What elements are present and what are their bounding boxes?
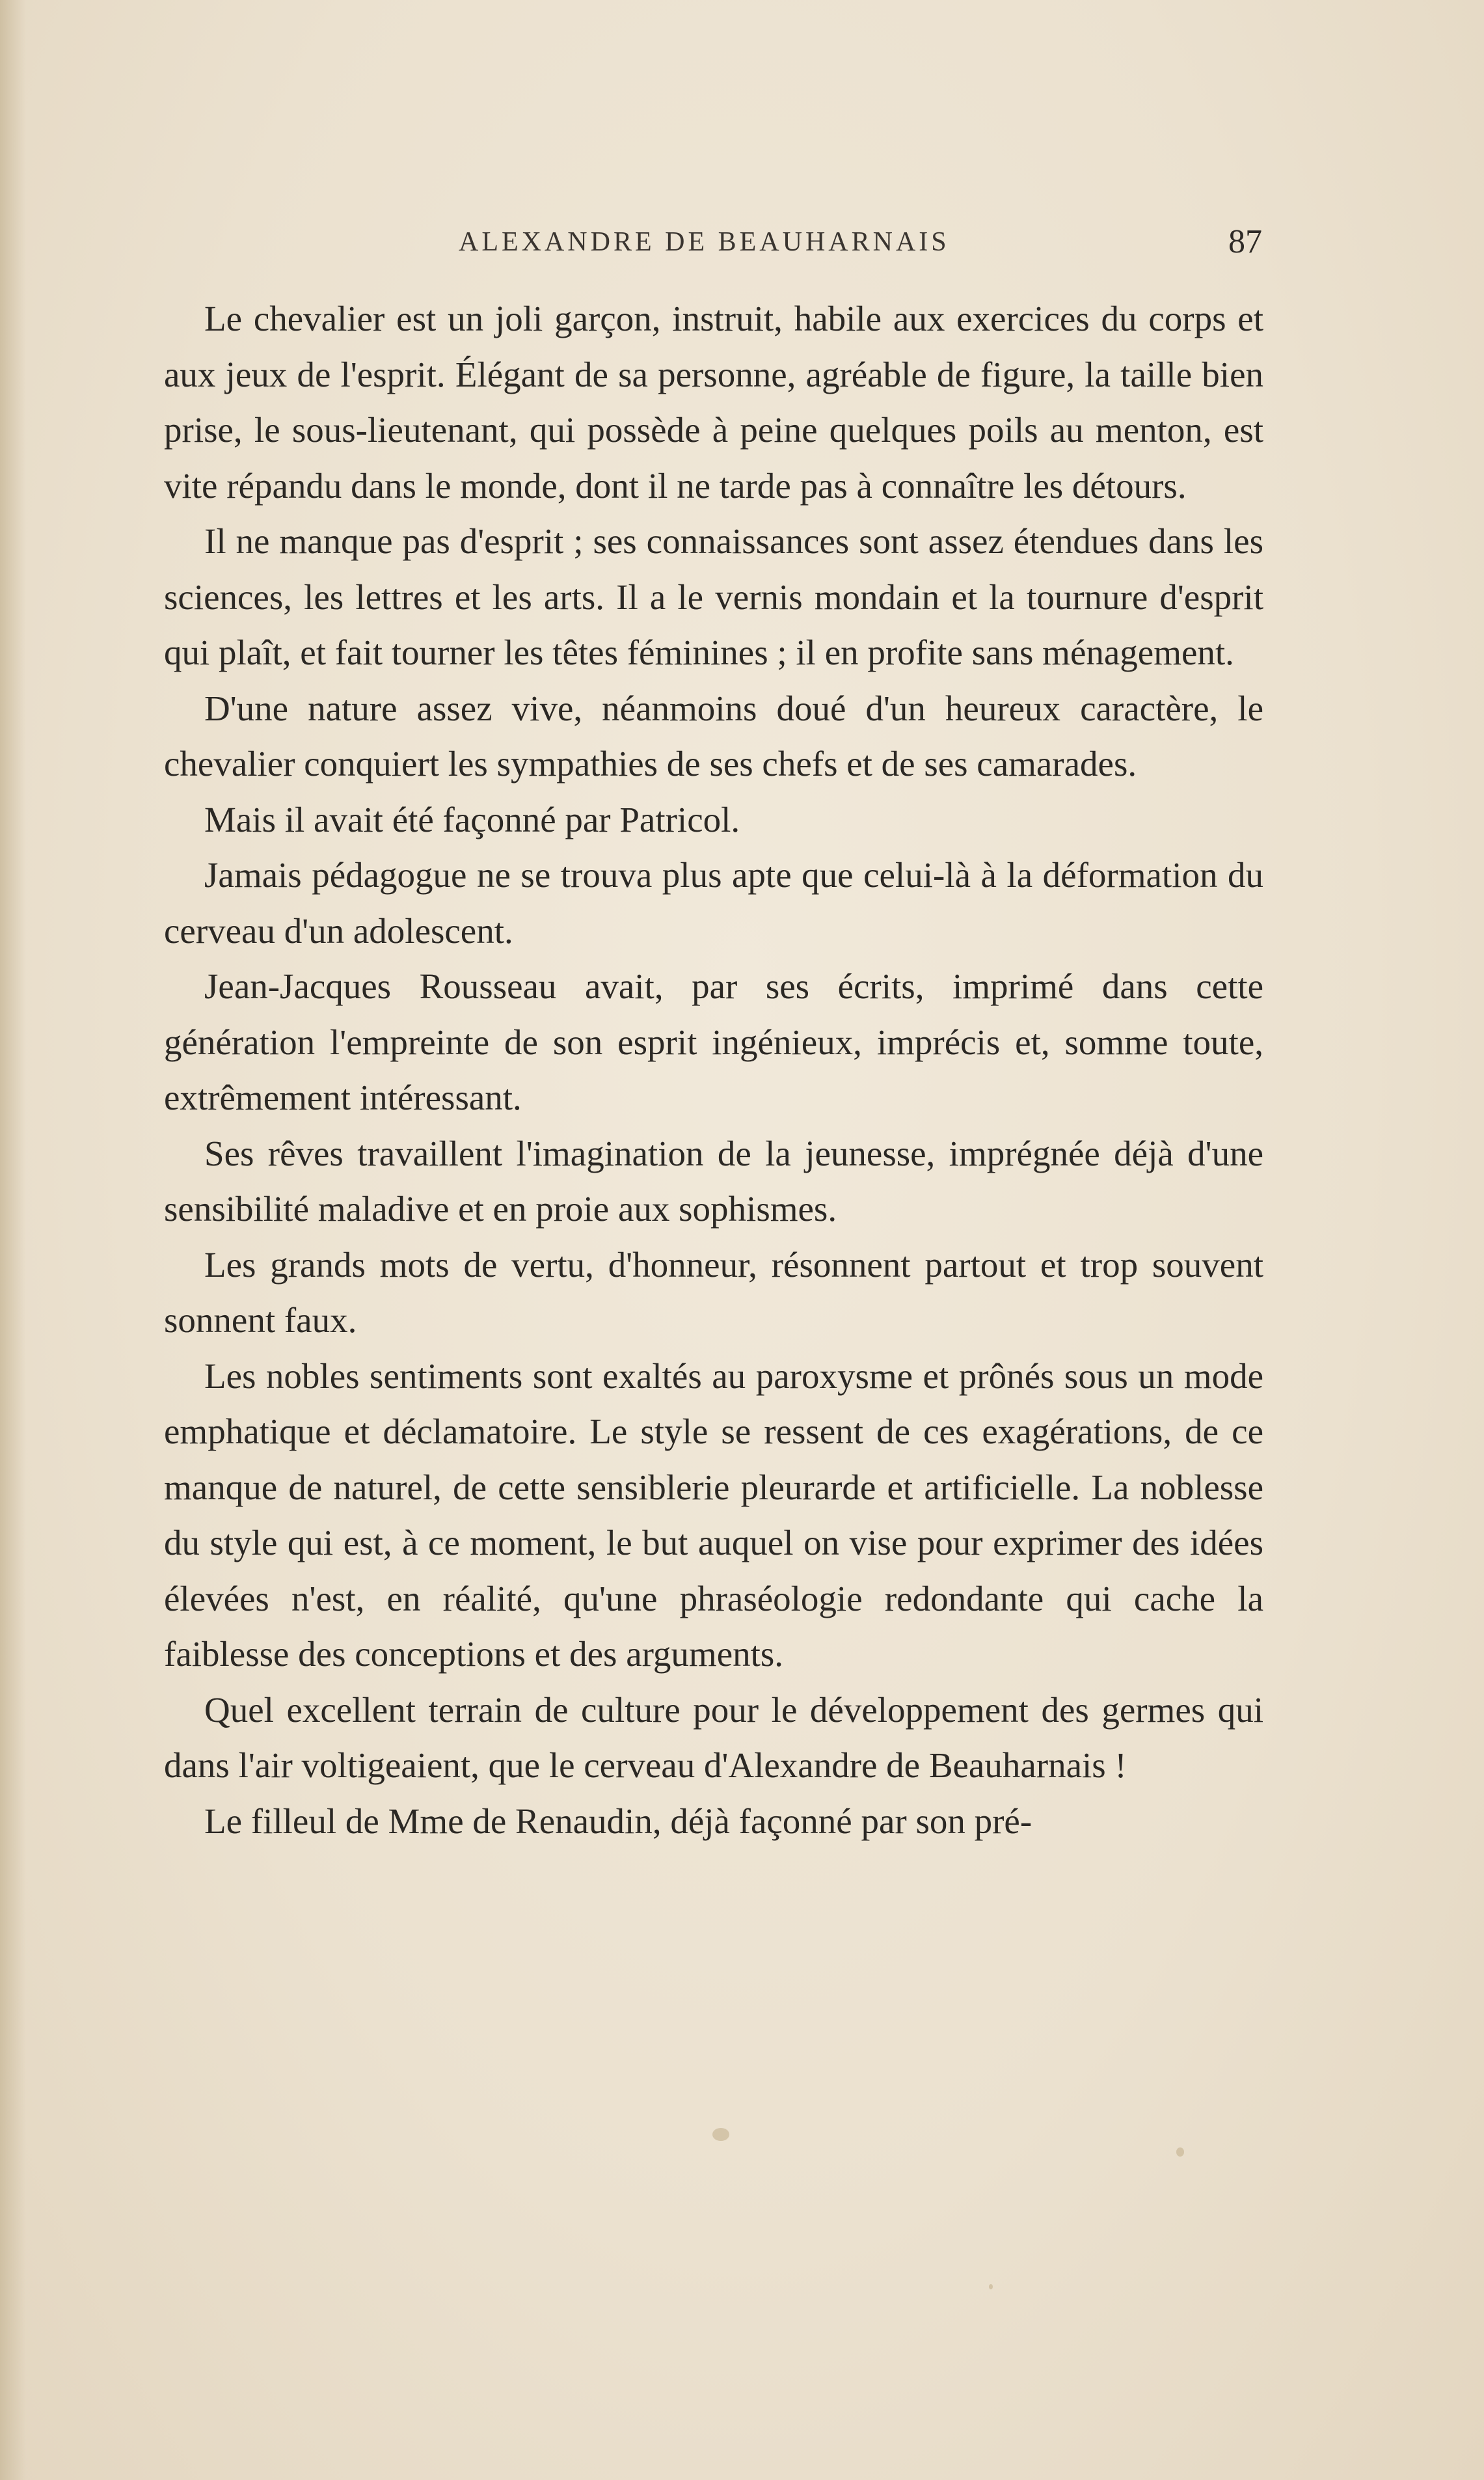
body-text bbox=[164, 291, 1263, 1849]
running-title: ALEXANDRE DE BEAUHARNAIS bbox=[459, 227, 950, 257]
paragraph: Jean-Jacques Rousseau avait, par ses écrits, imprimé dans cette génération l'empreinte de son esprit ingénieux, imprécis et, somme toute, extrêmement intéressant. bbox=[164, 966, 1263, 1117]
paragraph: Jamais pédagogue ne se trouva plus apte que celui-là à la déformation du cerveau d'un adolescent. bbox=[164, 855, 1263, 951]
paragraph: Ses rêves travaillent l'imagination de la jeunesse, imprégnée déjà d'une sensibilité maladive et en proie aux sophismes. bbox=[164, 1133, 1263, 1229]
paragraph: Quel excellent terrain de culture pour le développement des germes qui dans l'air voltigeaient, que le cerveau d'Alexandre de Beauharnais ! bbox=[164, 1689, 1263, 1785]
paragraph: Le filleul de Mme de Renaudin, déjà façonné par son pré- bbox=[204, 1801, 1032, 1841]
page-edge-shadow bbox=[0, 0, 26, 2480]
paragraph: Les nobles sentiments sont exaltés au paroxysme et prônés sous un mode emphatique et déclamatoire. Le style se ressent de ces exagérations, de ce manque de naturel, de cette sensiblerie pleurarde et artificielle. La noblesse du style qui est, à ce moment, le but auquel on vise pour exprimer des idées élevées n'est, en réalité, qu'une phraséologie redondante qui cache la faiblesse des conceptions et des arguments. bbox=[164, 1356, 1263, 1674]
paragraph: Mais il avait été façonné par Patricol. bbox=[204, 799, 740, 839]
paragraph: Il ne manque pas d'esprit ; ses connaissances sont assez étendues dans les sciences, les lettres et les arts. Il a le vernis mondain et la tournure d'esprit qui plaît, et fait tourner les têtes féminines ; il en profite sans ménagement. bbox=[164, 521, 1263, 672]
paragraph: D'une nature assez vive, néanmoins doué d'un heureux caractère, le chevalier conquiert les sympathies de ses chefs et de ses camarades. bbox=[164, 688, 1263, 784]
paragraph: Le chevalier est un joli garçon, instruit, habile aux exercices du corps et aux jeux de l'esprit. Élégant de sa personne, agréable de figure, la taille bien prise, le sous-lieutenant, qui possède à peine quelques poils au menton, est vite répandu dans le monde, dont il ne tarde pas à connaître les détours. bbox=[164, 299, 1263, 506]
paper-spot bbox=[1176, 2147, 1184, 2157]
paper-spot bbox=[712, 2128, 729, 2141]
paper-spot bbox=[989, 2284, 993, 2289]
paragraph: Les grands mots de vertu, d'honneur, résonnent partout et trop souvent sonnent faux. bbox=[164, 1244, 1263, 1340]
page-number: 87 bbox=[1228, 223, 1262, 260]
page-header bbox=[166, 223, 1262, 266]
